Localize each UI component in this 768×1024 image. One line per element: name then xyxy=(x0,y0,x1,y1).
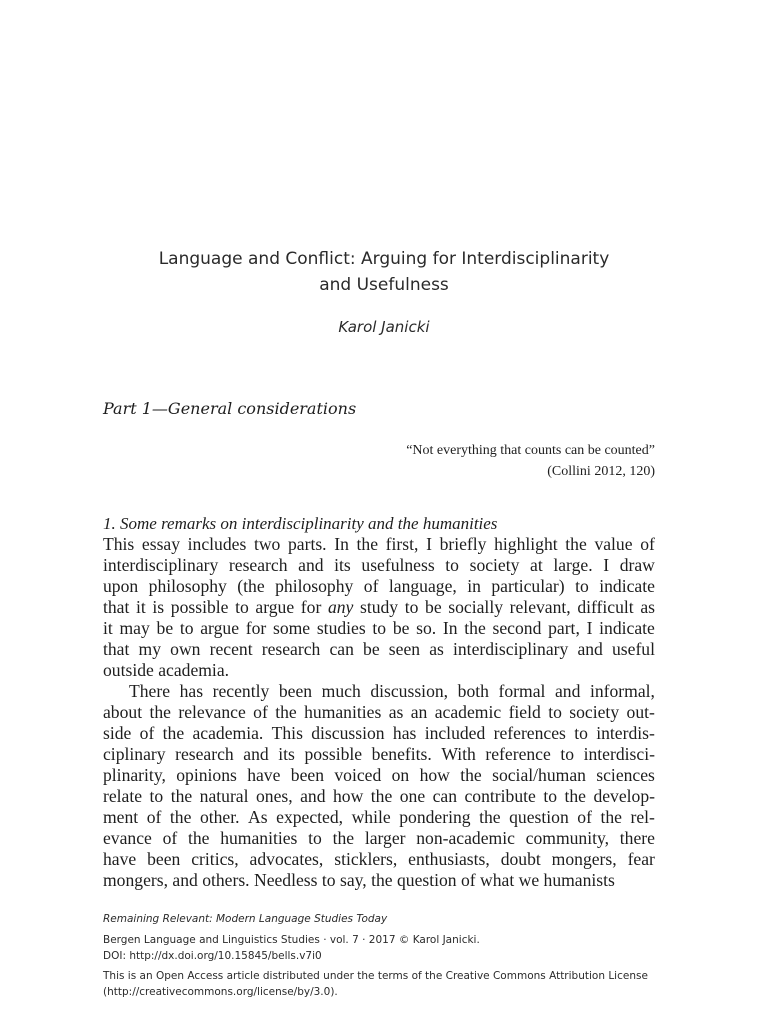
footer-license-line-2[interactable]: (http://creativecommons.org/license/by/3.0). xyxy=(103,986,338,998)
footer-doi[interactable]: DOI: http://dx.doi.org/10.15845/bells.v7i0 xyxy=(103,950,322,962)
footer-book-title: Remaining Relevant: Modern Language Studies Today xyxy=(103,913,388,925)
footer-license-line-1: This is an Open Access article distributed under the terms of the Creative Commons Attribution License xyxy=(103,970,648,982)
body-line: that my own recent research can be seen as interdisciplinary and useful xyxy=(103,639,655,659)
epigraph xyxy=(406,440,655,482)
body-line: about the relevance of the humanities as an academic field to society out- xyxy=(103,702,655,722)
epigraph-quote: “Not everything that counts can be counted” xyxy=(406,443,655,458)
author-name: Karol Janicki xyxy=(338,318,430,336)
body-text xyxy=(103,534,655,891)
body-line: plinarity, opinions have been voiced on how the social/human sciences xyxy=(103,765,655,785)
section-heading: 1. Some remarks on interdisciplinarity and the humanities xyxy=(103,514,498,533)
body-line: This essay includes two parts. In the first, I briefly highlight the value of xyxy=(103,534,655,554)
body-line: There has recently been much discussion, both formal and informal, xyxy=(129,681,655,701)
footer xyxy=(103,911,663,1000)
title-line-2: and Usefulness xyxy=(319,275,449,295)
body-line: ciplinary research and its possible benefits. With reference to interdisci- xyxy=(103,744,655,764)
body-line: that it is possible to argue for any study to be socially relevant, difficult as xyxy=(103,597,655,617)
body-line: it may be to argue for some studies to be so. In the second part, I indicate xyxy=(103,618,655,638)
body-line: ment of the other. As expected, while pondering the question of the rel- xyxy=(103,807,655,827)
body-line: side of the academia. This discussion has included references to interdis- xyxy=(103,723,655,743)
body-line: mongers, and others. Needless to say, the question of what we humanists xyxy=(103,870,615,890)
body-line: interdisciplinary research and its usefulness to society at large. I draw xyxy=(103,555,655,575)
article-title xyxy=(90,246,678,298)
body-line: relate to the natural ones, and how the one can contribute to the develop- xyxy=(103,786,655,806)
title-line-1: Language and Conflict: Arguing for Interdisciplinarity xyxy=(158,249,610,269)
body-line: have been critics, advocates, sticklers, enthusiasts, doubt mongers, fear xyxy=(103,849,655,869)
body-line: outside academia. xyxy=(103,660,230,680)
body-line: upon philosophy (the philosophy of language, in particular) to indicate xyxy=(103,576,655,596)
part-heading: Part 1—General considerations xyxy=(103,399,357,418)
body-line: evance of the humanities to the larger non-academic community, there xyxy=(103,828,655,848)
epigraph-citation: (Collini 2012, 120) xyxy=(547,464,655,479)
footer-series: Bergen Language and Linguistics Studies · vol. 7 · 2017 © Karol Janicki. xyxy=(103,934,480,946)
